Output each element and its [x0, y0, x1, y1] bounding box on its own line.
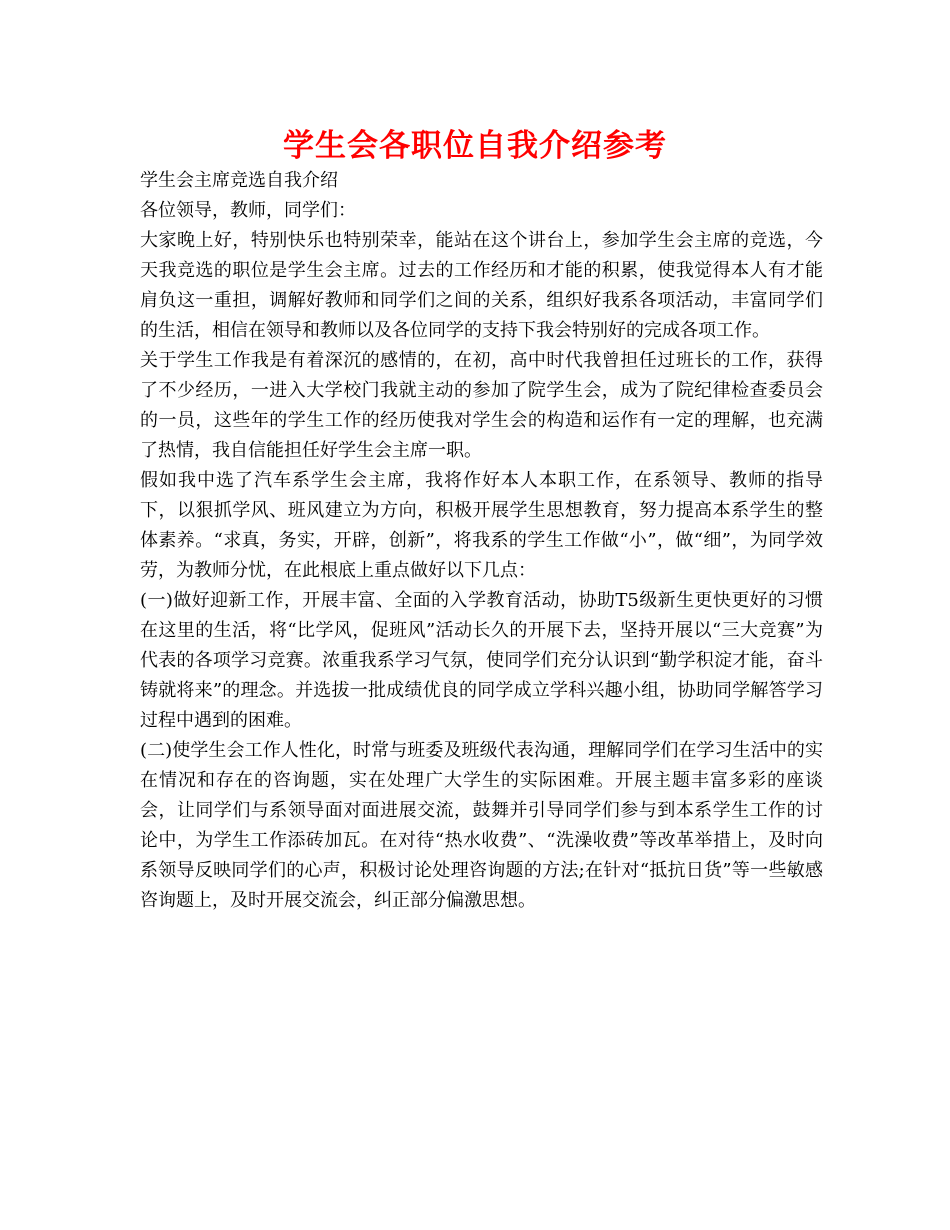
paragraph-intro: 大家晚上好，特别快乐也特别荣幸，能站在这个讲台上，参加学生会主席的竞选，今天我竞选的职位是学生会主席。过去的工作经历和才能的积累，使我觉得本人有才能肩负这一重担，调解好教师和同学们之间的关系，组织好我系各项活动，丰富同学们的生活，相信在领导和教师以及各位同学的支持下我会特别好的完成各项工作。 — [140, 230, 823, 341]
paragraph-point-two: (二)使学生会工作人性化，时常与班委及班级代表沟通，理解同学们在学习生活中的实在情况和存在的咨询题，实在处理广大学生的实际困难。开展主题丰富多彩的座谈会，让同学们与系领导面对面进展交流，鼓舞并引导同学们参与到本系学生工作的讨论中，为学生工作添砖加瓦。在对待“热水收费”、“洗澡收费”等改革举措上，及时向系领导反映同学们的心声，积极讨论处理咨询题的方法;在针对“抵抗日货”等一些敏感咨询题上，及时开展交流会，纠正部分偏激思想。 — [140, 740, 823, 911]
document-title: 学生会各职位自我介绍参考 — [283, 128, 667, 164]
paragraph-experience: 关于学生工作我是有着深沉的感情的，在初，高中时代我曾担任过班长的工作，获得了不少经历，一进入大学校门我就主动的参加了院学生会，成为了院纪律检查委员会的一员，这些年的学生工作的经历使我对学生会的构造和运作有一定的理解，也充满了热情，我自信能担任好学生会主席一职。 — [140, 350, 823, 461]
paragraph-plan: 假如我中选了汽车系学生会主席，我将作好本人本职工作，在系领导、教师的指导下，以狠抓学风、班风建立为方向，积极开展学生思想教育，努力提高本系学生的整体素养。“求真，务实，开辟，创新”，将我系的学生工作做“小”，做“细”，为同学效劳，为教师分忧，在此根底上重点做好以下几点： — [140, 470, 823, 581]
document-body — [140, 166, 823, 916]
greeting-line: 各位领导，教师，同学们： — [140, 200, 356, 221]
paragraph-point-one: (一)做好迎新工作，开展丰富、全面的入学教育活动，协助T5级新生更快更好的习惯在这里的生活，将“比学风，促班风”活动长久的开展下去，坚持开展以“三大竞赛”为代表的各项学习竞赛。浓重我系学习气氛，使同学们充分认识到“勤学积淀才能，奋斗铸就将来”的理念。并选拔一批成绩优良的同学成立学科兴趣小组，协助同学解答学习过程中遇到的困难。 — [140, 590, 823, 731]
section-heading: 学生会主席竞选自我介绍 — [140, 170, 338, 191]
